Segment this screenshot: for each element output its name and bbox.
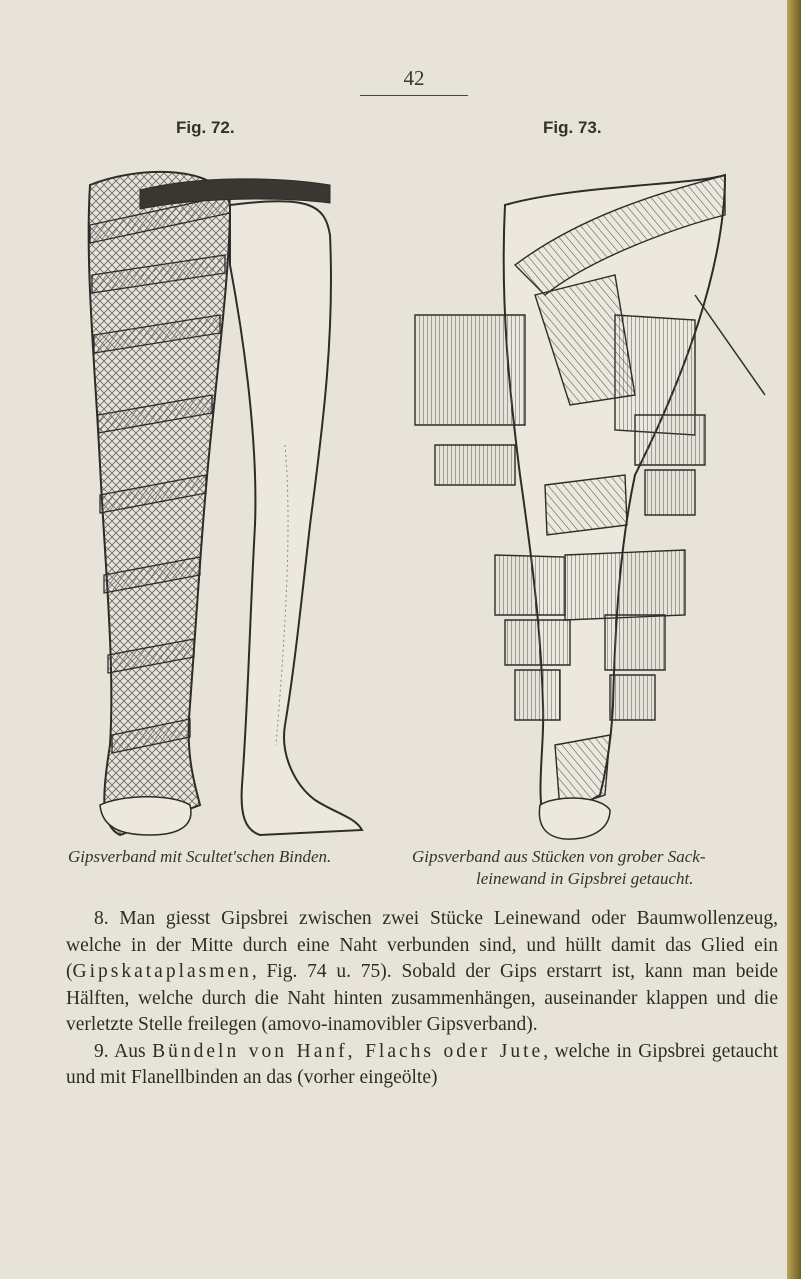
figure-73-label: Fig. 73. [543,118,602,137]
figure-73-caption-line2: leinewand in Gipsbrei getaucht. [476,869,694,888]
paragraph-9 [66,1039,778,1092]
figure-73-caption [412,846,782,890]
paragraph-8-emphasis: Gipskataplasmen [72,961,252,982]
sacking-strip-plaster-leg-illustration [395,145,775,845]
page-number: 42 [360,66,468,96]
paragraph-9-text-a: 9. Aus [94,1040,153,1062]
paragraph-9-emphasis: Bündeln von Hanf, Flachs oder Jute [152,1040,544,1062]
page-edge-strip [787,0,801,1279]
paragraph-8 [66,906,778,1039]
figure-73-caption-line1: Gipsverband aus Stücken von grober Sack- [412,847,706,866]
figure-72-label: Fig. 72. [176,118,235,137]
paragraph-9-text-b: , welche in Gipsbrei getaucht und mit Flanellbinden an das (vorher eingeölte) [66,1040,778,1088]
body-text [66,906,778,1092]
figure-72-caption: Gipsverband mit Scultet'schen Binden. [68,847,332,866]
paragraph-8-text-b: , Fig. 74 u. 75). Sobald der Gips erstarrt ist, kann man beide Hälften, welche durch die Naht hinten zusammenhängen, auseinander klappen und die verletzte Stelle freilegen (amovo-inamovibler Gipsverband). [66,961,778,1035]
plaster-bandaged-leg-illustration [80,145,380,845]
paragraph-8-text-a: 8. Man giesst Gipsbrei zwischen zwei Stücke Leinewand oder Baumwollenzeug, welche in der Mitte durch eine Naht verbunden sind, und hüllt damit das Glied ein ( [66,908,778,982]
